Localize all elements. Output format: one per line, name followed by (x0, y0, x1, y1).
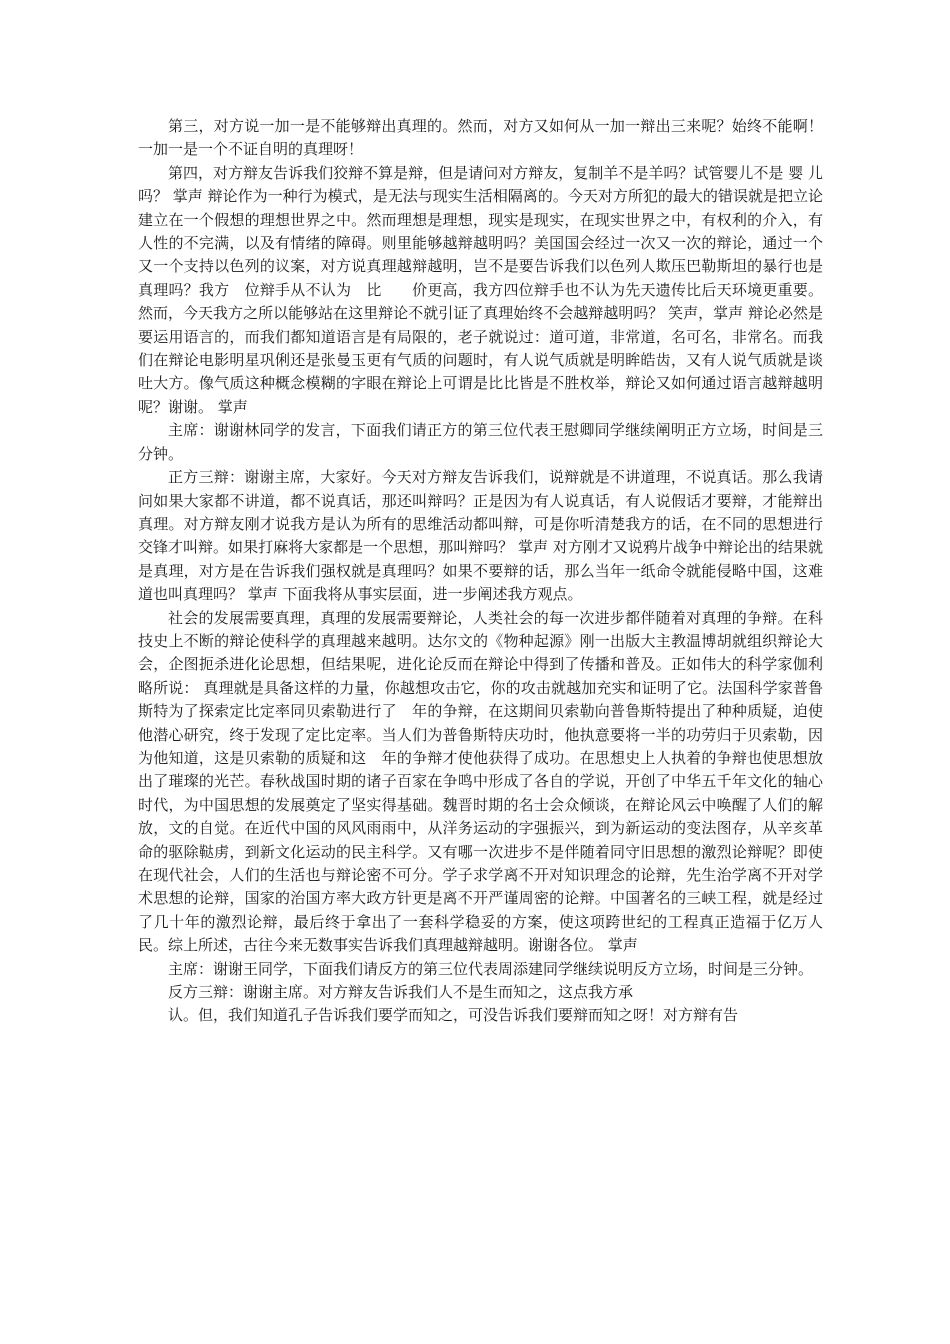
paragraph-pro-third-speech: 正方三辩：谢谢主席，大家好。今天对方辩友告诉我们，说辩就是不讲道理，不说真话。那么我请问如果大家都不讲道，都不说真话，那还叫辩吗？正是因为有人说真话，有人说假话才要辩，才能辩出真理。对方辩友刚才说我方是认为所有的思维活动都叫辩，可是你听清楚我方的话，在不同的思想进行交锋才叫辩。如果打麻将大家都是一个思想，那叫辩吗？ 掌声 对方刚才又说鸦片战争中辩论出的结果就是真理，对方是在告诉我们强权就是真理吗？如果不要辩的话，那么当年一纸命令就能侵略中国，这难道也叫真理吗？ 掌声 下面我将从事实层面，进一步阐述我方观点。 (138, 468, 823, 604)
paragraph-chair-intro-con-third: 主席：谢谢王同学，下面我们请反方的第三位代表周添建同学继续说明反方立场，时间是三分钟。 (168, 959, 814, 978)
document-body (138, 115, 823, 1028)
paragraph-con-third-continued: 认。但，我们知道孔子告诉我们要学而知之，可没告诉我们要辩而知之呀！对方辩有告 (168, 1006, 739, 1025)
paragraph-third-point: 第三，对方说一加一是不能够辩出真理的。然而，对方又如何从一加一辩出三来呢？始终不能啊！一加一是一个不证自明的真理呀！ (138, 117, 823, 159)
paragraph-society-progress: 社会的发展需要真理，真理的发展需要辩论，人类社会的每一次进步都伴随着对真理的争辩。在科技史上不断的辩论使科学的真理越来越明。达尔文的《物种起源》刚一出版大主教温博胡就组织辩论大会，企图扼杀进化论思想，但结果呢，进化论反而在辩论中得到了传播和普及。正如伟大的科学家伽利略所说： 真理就是具备这样的力量，你越想攻击它，你的攻击就越加充实和证明了它。法国科学家普鲁斯特为了探索定比定率同贝索勒进行了 年的争辩，在这期间贝索勒向普鲁斯特提出了种种质疑，迫使他潜心研究，终于发现了定比定率。当人们为普鲁斯特庆功时，他执意要将一半的功劳归于贝索勒，因为他知道，这是贝索勒的质疑和这 年的争辩才使他获得了成功。在思想史上人执着的争辩也使思想放出了璀璨的光芒。春秋战国时期的诸子百家在争鸣中形成了各自的学说，开创了中华五千年文化的轴心时代，为中国思想的发展奠定了坚实得基础。魏晋时期的名士会众倾谈，在辩论风云中唤醒了人们的解放，文的自觉。在近代中国的风风雨雨中，从洋务运动的字强振兴，到为新运动的变法图存，从辛亥革命的驱除鞑虏，到新文化运动的民主科学。又有哪一次进步不是伴随着同守旧思想的激烈论辩呢？即使在现代社会，人们的生活也与辩论密不可分。学子求学离不开对知识理念的论辩，先生治学离不开对学术思想的论辩，国家的治国方率大政方针更是离不开严谨周密的论辩。中国著名的三峡工程，就是经过了几十年的激烈论辩，最后终于拿出了一套科学稳妥的方案，使这项跨世纪的工程真正造福于亿万人民。综上所述，古往今来无数事实告诉我们真理越辩越明。谢谢各位。 掌声 (138, 608, 823, 955)
paragraph-fourth-point: 第四，对方辩友告诉我们狡辩不算是辩，但是请问对方辩友，复制羊不是羊吗？试管婴儿不是 婴 儿吗？ 掌声 辩论作为一种行为模式，是无法与现实生活相隔离的。今天对方所犯的最大的错误就是把立论建立在一个假想的理想世界之中。然而理想是理想，现实是现实，在现实世界之中，有权利的介入，有人性的不完满，以及有情绪的障碍。则里能够越辩越明吗？美国国会经过一次又一次的辩论，通过一个又一个支持以色列的议案，对方说真理越辩越明，岂不是要告诉我们以色列人欺压巴勒斯坦的暴行也是真理吗？我方 位辩手从不认为 比 价更高，我方四位辩手也不认为先天遗传比后天环境更重要。然而，今天我方之所以能够站在这里辩论不就引证了真理始终不会越辩越明吗？ 笑声，掌声 辩论必然是要运用语言的，而我们都知道语言是有局限的，老子就说过：道可道，非常道，名可名，非常名。而我们在辩论电影明星巩俐还是张曼玉更有气质的问题时，有人说气质就是明眸皓齿，又有人说气质就是谈吐大方。像气质这种概念模糊的字眼在辩论上可谓是比比皆是不胜枚举，辩论又如何通过语言越辩越明呢？谢谢。 掌声 (138, 163, 823, 416)
paragraph-con-third-speech: 反方三辩：谢谢主席。对方辩友告诉我们人不是生而知之，这点我方承 (168, 983, 634, 1002)
paragraph-chair-intro-pro-third: 主席：谢谢林同学的发言，下面我们请正方的第三位代表王慰卿同学继续阐明正方立场，时间是三分钟。 (138, 421, 823, 463)
